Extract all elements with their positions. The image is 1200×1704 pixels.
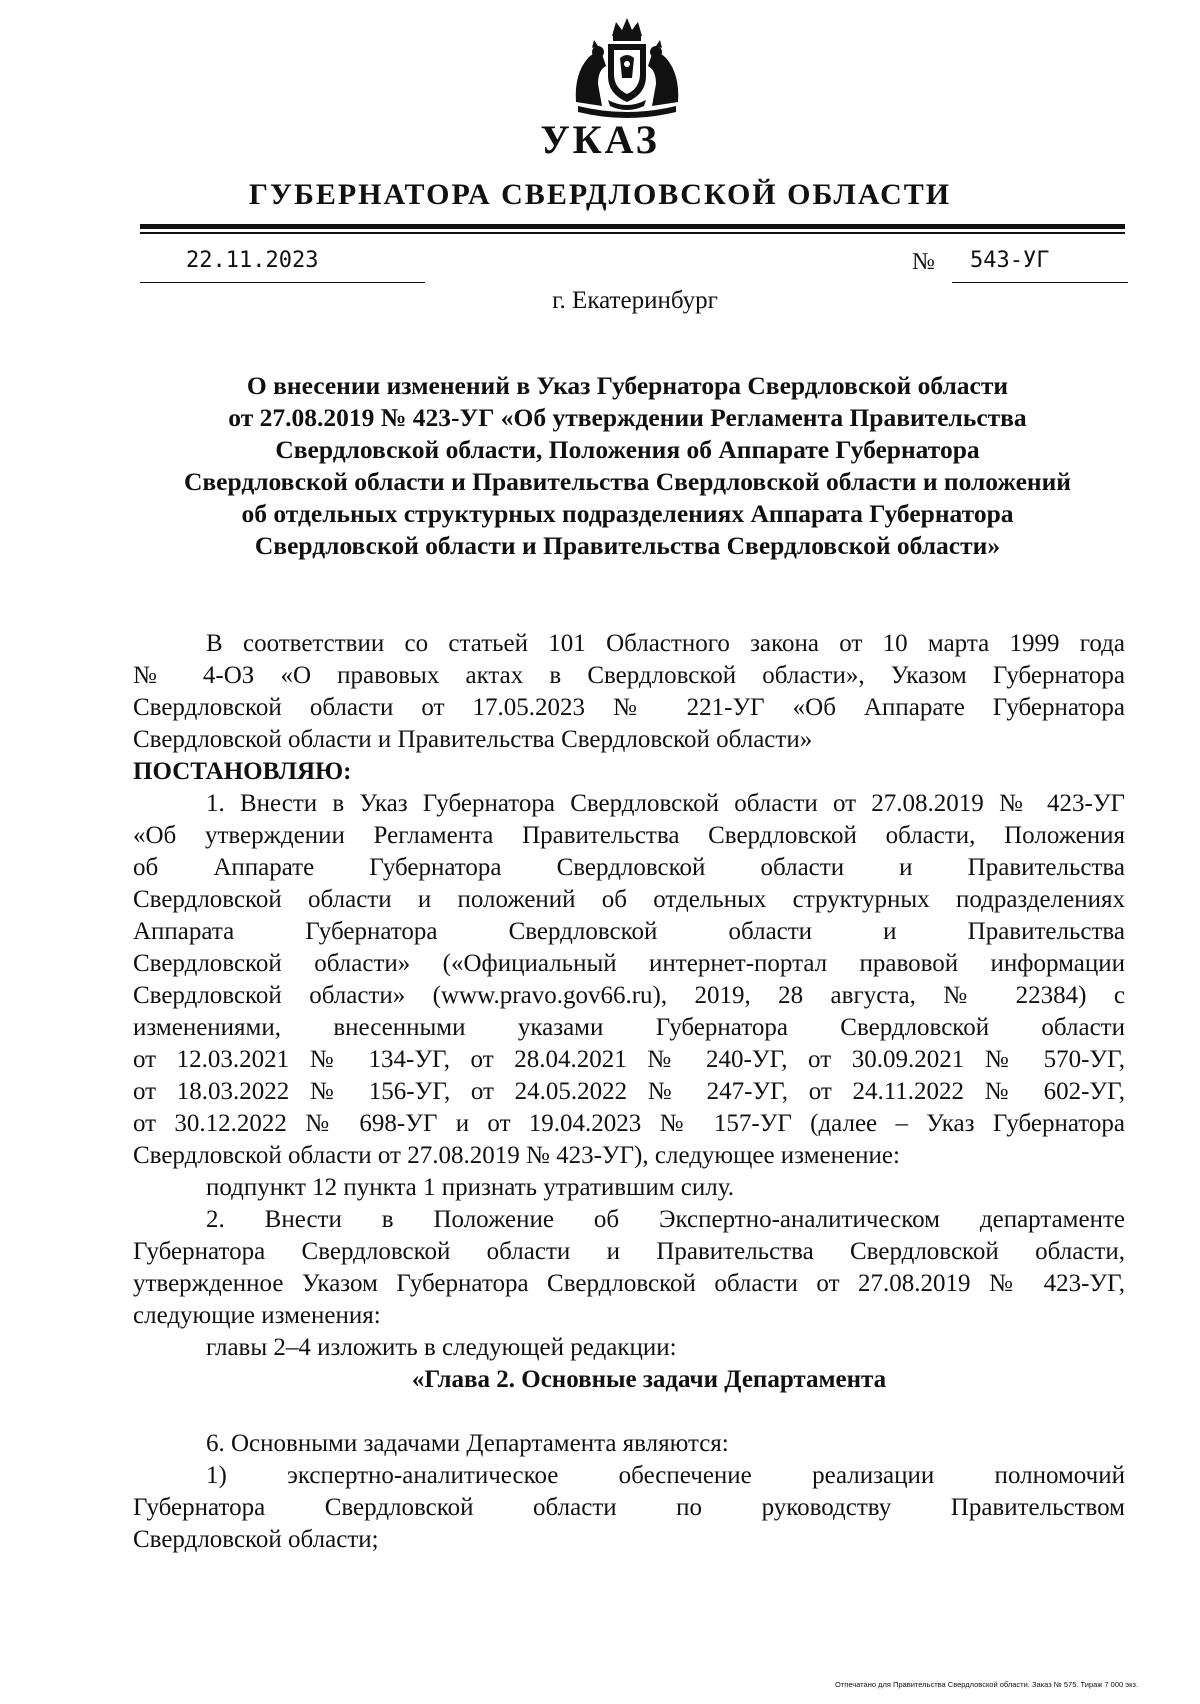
- preamble-line: Свердловской области и Правительства Свердловской области»: [133, 726, 813, 753]
- item1-line: об Аппарате Губернатора Свердловской области и Правительства: [133, 854, 1125, 881]
- preamble-line: № 4-ОЗ «О правовых актах в Свердловской области», Указом Губернатора: [133, 662, 1125, 689]
- chapter-title: «Глава 2. Основные задачи Департамента: [411, 1366, 887, 1393]
- preamble-line: В соответствии со статьей 101 Областного закона от 10 марта 1999 года: [206, 630, 1125, 657]
- item1-line: от 12.03.2021 № 134-УГ, от 28.04.2021 № 240-УГ, от 30.09.2021 № 570-УГ,: [133, 1046, 1125, 1073]
- heading-line: О внесении изменений в Указ Губернатора Свердловской области: [246, 371, 1009, 400]
- print-note: Отпечатано для Правительства Свердловской области. Заказ № 575. Тираж 7 000 экз.: [835, 1680, 1138, 1689]
- paragraph-6: 6. Основными задачами Департамента являются:: [206, 1430, 729, 1457]
- decree-word: ПОСТАНОВЛЯЮ:: [133, 758, 352, 785]
- heading-line: Свердловской области и Правительства Свердловской области»: [254, 531, 1001, 560]
- date-field: [140, 244, 425, 283]
- item2-line: 2. Внести в Положение об Экспертно-аналитическом департаменте: [206, 1206, 1125, 1233]
- paragraph-6-1-line: Губернатора Свердловской области по руководству Правительством: [133, 1494, 1125, 1521]
- item2-subpoint: главы 2–4 изложить в следующей редакции:: [206, 1334, 677, 1361]
- issuer-title: ГУБЕРНАТОРА СВЕРДЛОВСКОЙ ОБЛАСТИ: [248, 178, 952, 211]
- item1-line: 1. Внести в Указ Губернатора Свердловской области от 27.08.2019 № 423-УГ: [206, 790, 1125, 817]
- item1-line: Свердловской области» (www.pravo.gov66.ru), 2019, 28 августа, № 22384) с: [133, 982, 1125, 1009]
- item1-line: изменениями, внесенными указами Губернатора Свердловской области: [133, 1014, 1125, 1041]
- heading-line: Свердловской области, Положения об Аппарате Губернатора: [275, 435, 980, 464]
- decree-body: [133, 628, 1125, 1556]
- paragraph-6-1-line: Свердловской области;: [133, 1526, 379, 1553]
- coat-of-arms-emblem: [568, 14, 686, 122]
- decree-number: 543-УГ: [970, 248, 1050, 273]
- item2-line: утвержденное Указом Губернатора Свердловской области от 27.08.2019 № 423-УГ,: [133, 1270, 1125, 1297]
- decree-heading: [130, 370, 1125, 562]
- item2-line: следующие изменения:: [133, 1302, 381, 1329]
- item1-line: Свердловской области» («Официальный интернет-портал правовой информации: [133, 950, 1125, 977]
- header-rule-thin: [140, 232, 1125, 234]
- paragraph-6-1-line: 1) экспертно-аналитическое обеспечение реализации полномочий: [206, 1462, 1125, 1489]
- item1-line: Аппарата Губернатора Свердловской области и Правительства: [133, 918, 1125, 945]
- issue-city: г. Екатеринбург: [552, 287, 718, 314]
- heading-line: об отдельных структурных подразделениях Аппарата Губернатора: [241, 499, 1014, 528]
- heading-line: от 27.08.2019 № 423-УГ «Об утверждении Регламента Правительства: [228, 403, 1027, 432]
- item1-subpoint: подпункт 12 пункта 1 признать утратившим силу.: [206, 1174, 735, 1201]
- item2-line: Губернатора Свердловской области и Правительства Свердловской области,: [133, 1238, 1125, 1265]
- item1-line: «Об утверждении Регламента Правительства Свердловской области, Положения: [133, 822, 1125, 849]
- item1-line: Свердловской области и положений об отдельных структурных подразделениях: [133, 886, 1125, 913]
- header-rule-thick: [140, 224, 1125, 229]
- heading-line: Свердловской области и Правительства Свердловской области и положений: [184, 467, 1071, 496]
- number-field: [952, 244, 1128, 283]
- item1-line: Свердловской области от 27.08.2019 № 423-УГ), следующее изменение:: [133, 1142, 900, 1169]
- item1-line: от 18.03.2022 № 156-УГ, от 24.05.2022 № 247-УГ, от 24.11.2022 № 602-УГ,: [133, 1078, 1125, 1105]
- paragraph-gap: [133, 1396, 1125, 1428]
- item1-line: от 30.12.2022 № 698-УГ и от 19.04.2023 № 157-УГ (далее – Указ Губернатора: [133, 1110, 1125, 1137]
- decree-date: 22.11.2023: [186, 248, 319, 273]
- preamble-line: Свердловской области от 17.05.2023 № 221-УГ «Об Аппарате Губернатора: [133, 694, 1125, 721]
- document-type-title: УКАЗ: [540, 117, 660, 162]
- number-sign: №: [912, 249, 935, 275]
